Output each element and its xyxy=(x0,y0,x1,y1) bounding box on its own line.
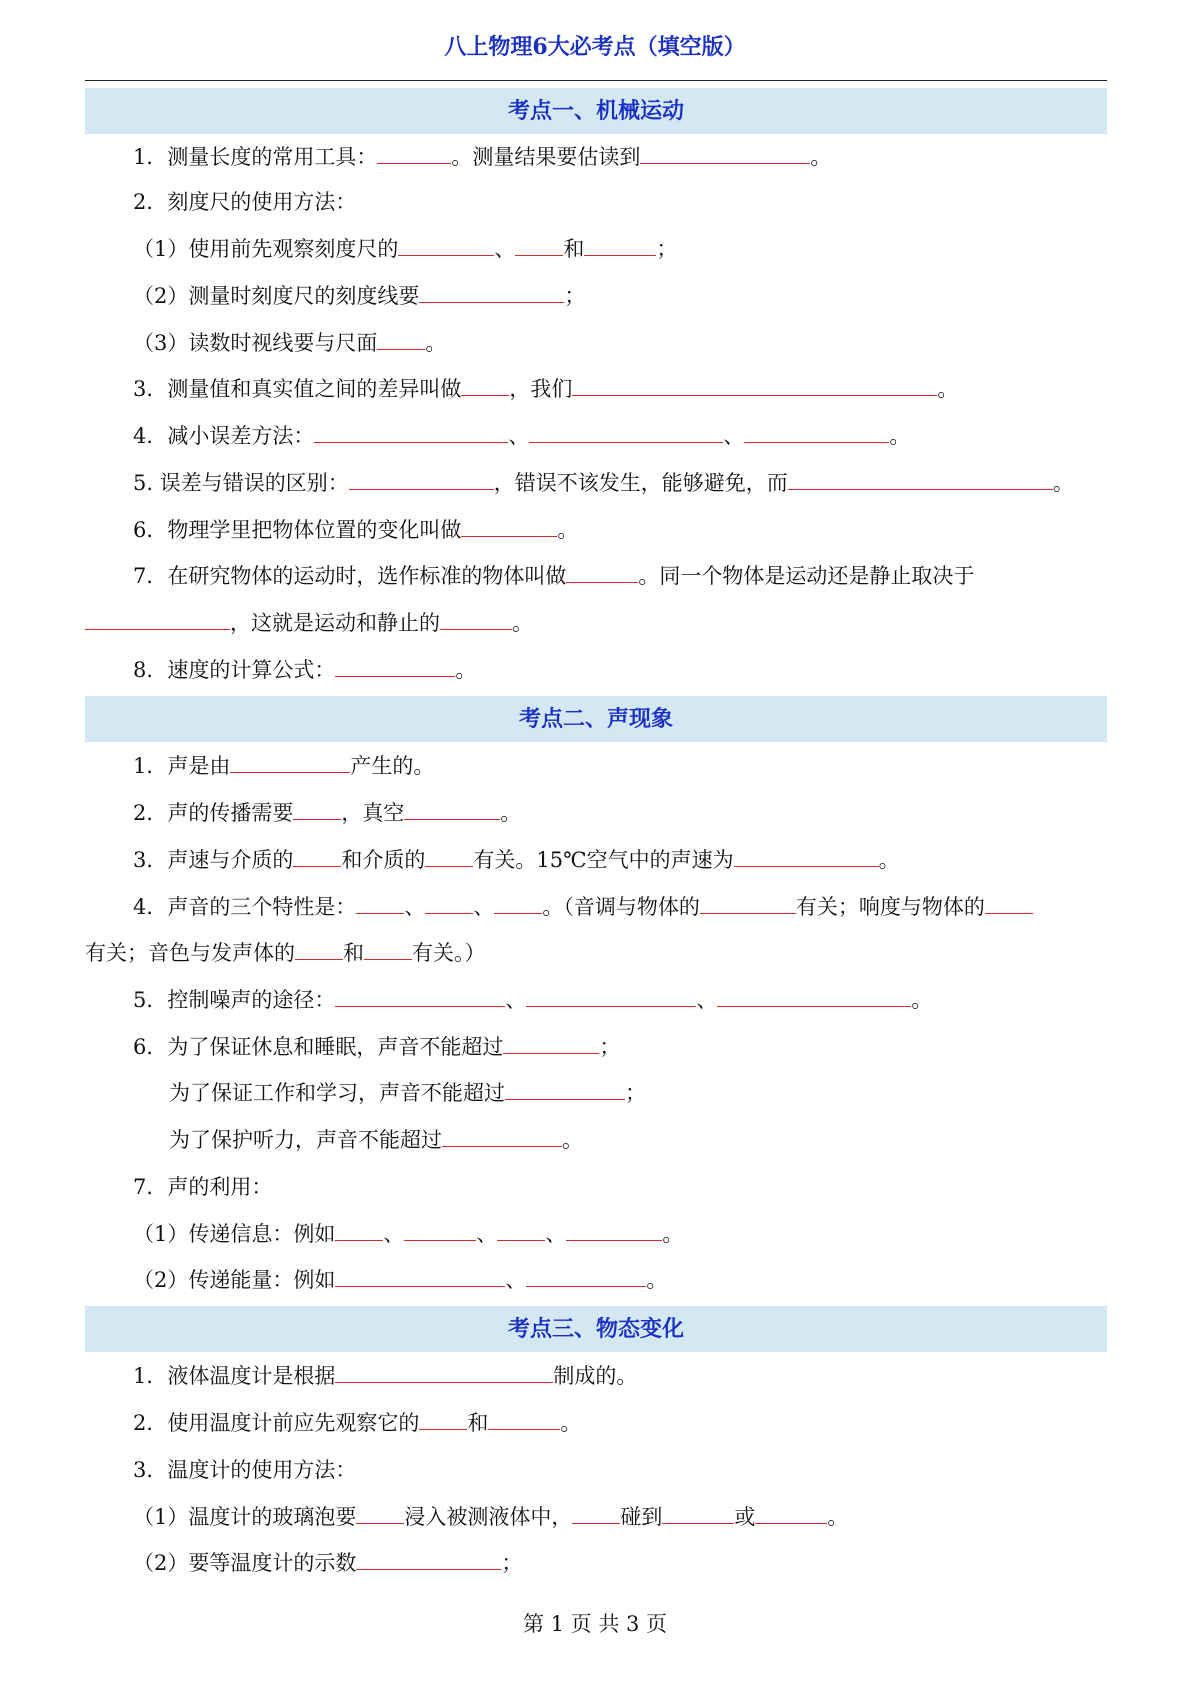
answer-blank[interactable] xyxy=(335,986,505,1007)
question-text: （1）传递信息：例如 xyxy=(133,1222,336,1246)
question-text: 。 xyxy=(810,145,832,169)
answer-blank[interactable] xyxy=(404,1220,476,1241)
answer-blank[interactable] xyxy=(364,939,412,960)
answer-blank[interactable] xyxy=(335,656,455,677)
question-text: （2）要等温度计的示数 xyxy=(133,1551,357,1575)
answer-blank[interactable] xyxy=(461,375,509,396)
question-line xyxy=(0,326,1190,360)
answer-blank[interactable] xyxy=(572,1503,620,1524)
question-text: 。 xyxy=(562,1128,583,1152)
question-text: 、 xyxy=(404,895,426,919)
page-footer: 第 1 页 共 3 页 xyxy=(522,1612,668,1636)
answer-blank[interactable] xyxy=(526,1266,646,1287)
question-text: 3．温度计的使用方法： xyxy=(133,1458,357,1482)
question-text: 1．声是由 xyxy=(133,754,231,778)
question-text: 3．测量值和真实值之间的差异叫做 xyxy=(133,377,462,401)
answer-blank[interactable] xyxy=(461,516,557,537)
question-text: 。 xyxy=(455,658,477,682)
question-line xyxy=(0,419,1190,453)
question-line xyxy=(0,983,1190,1017)
answer-blank[interactable] xyxy=(505,1079,625,1100)
answer-blank[interactable] xyxy=(356,1549,501,1570)
question-text: 。 xyxy=(646,1268,668,1292)
answer-blank[interactable] xyxy=(293,846,341,867)
answer-blank[interactable] xyxy=(230,752,350,773)
question-text: 1．测量长度的常用工具： xyxy=(133,145,378,169)
question-text: 。 xyxy=(557,518,579,542)
answer-blank[interactable] xyxy=(293,799,341,820)
question-text: 。 xyxy=(500,801,522,825)
question-line xyxy=(0,1359,1190,1393)
answer-blank[interactable] xyxy=(515,235,563,256)
question-text: ； xyxy=(656,237,678,261)
question-text: ，这就是运动和静止的 xyxy=(230,611,440,635)
question-text: 、 xyxy=(545,1222,567,1246)
question-line xyxy=(0,936,1190,970)
question-line xyxy=(0,140,1190,174)
question-line xyxy=(0,372,1190,406)
question-text: ； xyxy=(599,1035,621,1059)
question-text: ； xyxy=(625,1081,646,1105)
question-text: 为了保护听力，声音不能超过 xyxy=(169,1128,442,1152)
question-text: 、 xyxy=(473,895,495,919)
question-text: 。（音调与物体的 xyxy=(542,895,700,919)
answer-blank[interactable] xyxy=(295,939,343,960)
section-heading-sound: 考点二、声现象 xyxy=(85,696,1107,742)
question-text: （3）读数时视线要与尺面 xyxy=(133,331,378,355)
question-text: 、 xyxy=(505,988,527,1012)
question-text: 、 xyxy=(505,1268,527,1292)
question-text: （2）传递能量：例如 xyxy=(133,1268,336,1292)
answer-blank[interactable] xyxy=(744,422,889,443)
question-text: 产生的。 xyxy=(350,754,435,778)
section-heading-mechanical-motion: 考点一、机械运动 xyxy=(85,88,1107,134)
answer-blank[interactable] xyxy=(788,469,1053,490)
answer-blank[interactable] xyxy=(584,235,656,256)
question-text: 。 xyxy=(512,611,533,635)
question-line xyxy=(0,1217,1190,1251)
answer-blank[interactable] xyxy=(497,1220,545,1241)
answer-blank[interactable] xyxy=(717,986,911,1007)
question-text: 6．为了保证休息和睡眠，声音不能超过 xyxy=(133,1035,504,1059)
question-text: 和 xyxy=(467,1411,489,1435)
document-title: 八上物理6大必考点（填空版） xyxy=(444,34,746,60)
answer-blank[interactable] xyxy=(526,986,696,1007)
question-text: 。 xyxy=(889,424,911,448)
question-line xyxy=(0,1500,1190,1534)
question-text: 浸入被测液体中， xyxy=(404,1505,573,1529)
question-text: 8．速度的计算公式： xyxy=(133,658,336,682)
question-text: （2）测量时刻度尺的刻度线要 xyxy=(133,284,420,308)
question-line xyxy=(0,1453,1190,1487)
answer-blank[interactable] xyxy=(572,375,937,396)
question-text: 6．物理学里把物体位置的变化叫做 xyxy=(133,518,462,542)
title-divider xyxy=(85,80,1107,81)
answer-blank[interactable] xyxy=(419,282,564,303)
question-text: 有关。） xyxy=(412,941,486,965)
answer-blank[interactable] xyxy=(640,143,810,164)
question-text: （1）使用前先观察刻度尺的 xyxy=(133,237,399,261)
question-text: 2．声的传播需要 xyxy=(133,801,294,825)
answer-blank[interactable] xyxy=(442,1126,562,1147)
answer-blank[interactable] xyxy=(419,1409,467,1430)
question-line xyxy=(0,1076,1190,1110)
answer-blank[interactable] xyxy=(985,893,1033,914)
question-text: 7．声的利用： xyxy=(133,1175,273,1199)
question-line xyxy=(0,606,1190,640)
question-text: 。测量结果要估读到 xyxy=(451,145,641,169)
question-text: 。 xyxy=(1052,471,1074,495)
answer-blank[interactable] xyxy=(425,893,473,914)
question-text: 。 xyxy=(662,1222,684,1246)
answer-blank[interactable] xyxy=(662,1503,734,1524)
question-line xyxy=(0,1123,1190,1157)
question-text: 、 xyxy=(494,237,516,261)
question-text: ，真空 xyxy=(341,801,405,825)
question-text: ，我们 xyxy=(509,377,573,401)
question-text: 为了保证工作和学习，声音不能超过 xyxy=(169,1081,505,1105)
section-heading-state-change: 考点三、物态变化 xyxy=(85,1306,1107,1352)
answer-blank[interactable] xyxy=(377,329,425,350)
answer-blank[interactable] xyxy=(404,799,500,820)
answer-blank[interactable] xyxy=(356,1503,404,1524)
question-text: 、 xyxy=(476,1222,498,1246)
question-text: 2．刻度尺的使用方法： xyxy=(133,190,357,214)
question-line xyxy=(0,1406,1190,1440)
question-text: 或 xyxy=(734,1505,756,1529)
question-line xyxy=(0,1030,1190,1064)
question-line xyxy=(0,843,1190,877)
question-text: 。同一个物体是运动还是静止取决于 xyxy=(638,564,975,588)
question-text: 有关；音色与发声体的 xyxy=(85,941,295,965)
question-text: 5. 误差与错误的区别： xyxy=(133,471,349,495)
question-line xyxy=(0,466,1190,500)
answer-blank[interactable] xyxy=(700,893,796,914)
question-line xyxy=(0,1546,1190,1580)
answer-blank[interactable] xyxy=(494,893,542,914)
question-text: 。 xyxy=(425,331,447,355)
answer-blank[interactable] xyxy=(335,1362,553,1383)
answer-blank[interactable] xyxy=(425,846,473,867)
question-text: 和 xyxy=(343,941,364,965)
question-text: 。 xyxy=(560,1411,582,1435)
answer-blank[interactable] xyxy=(755,1503,827,1524)
question-text: （1）温度计的玻璃泡要 xyxy=(133,1505,357,1529)
question-text: 。 xyxy=(937,377,959,401)
question-text: 3．声速与介质的 xyxy=(133,848,294,872)
answer-blank[interactable] xyxy=(85,609,230,630)
question-text: 、 xyxy=(383,1222,405,1246)
question-line xyxy=(0,279,1190,313)
question-line xyxy=(0,890,1190,924)
question-line xyxy=(0,749,1190,783)
question-text: 有关；响度与物体的 xyxy=(795,895,985,919)
answer-blank[interactable] xyxy=(335,1266,505,1287)
answer-blank[interactable] xyxy=(566,1220,662,1241)
question-line xyxy=(0,513,1190,547)
question-line xyxy=(0,559,1190,593)
question-text: 有关。15℃空气中的声速为 xyxy=(473,848,734,872)
question-text: 和介质的 xyxy=(341,848,426,872)
question-text: 。 xyxy=(827,1505,849,1529)
question-text: 、 xyxy=(696,988,718,1012)
answer-blank[interactable] xyxy=(314,422,508,443)
answer-blank[interactable] xyxy=(529,422,723,443)
question-text: 4．声音的三个特性是： xyxy=(133,895,357,919)
question-text: 、 xyxy=(723,424,745,448)
question-text: ； xyxy=(501,1551,523,1575)
question-text: 。 xyxy=(911,988,933,1012)
question-line xyxy=(0,1170,1190,1204)
question-line xyxy=(0,796,1190,830)
answer-blank[interactable] xyxy=(440,609,512,630)
answer-blank[interactable] xyxy=(398,235,494,256)
question-text: 1．液体温度计是根据 xyxy=(133,1364,336,1388)
question-text: 和 xyxy=(563,237,585,261)
question-line xyxy=(0,1263,1190,1297)
answer-blank[interactable] xyxy=(356,893,404,914)
answer-blank[interactable] xyxy=(377,143,451,164)
question-text: 2．使用温度计前应先观察它的 xyxy=(133,1411,420,1435)
answer-blank[interactable] xyxy=(335,1220,383,1241)
question-line xyxy=(0,653,1190,687)
question-line xyxy=(0,232,1190,266)
answer-blank[interactable] xyxy=(734,846,879,867)
question-text: 、 xyxy=(508,424,530,448)
question-line xyxy=(0,185,1190,219)
answer-blank[interactable] xyxy=(349,469,494,490)
question-text: 碰到 xyxy=(620,1505,663,1529)
answer-blank[interactable] xyxy=(503,1033,599,1054)
answer-blank[interactable] xyxy=(488,1409,560,1430)
answer-blank[interactable] xyxy=(566,562,638,583)
question-text: 4．减小误差方法： xyxy=(133,424,315,448)
question-text: 5．控制噪声的途径： xyxy=(133,988,336,1012)
question-text: ； xyxy=(564,284,586,308)
question-text: 7．在研究物体的运动时，选作标准的物体叫做 xyxy=(133,564,567,588)
question-text: 制成的。 xyxy=(553,1364,638,1388)
question-text: ，错误不该发生，能够避免，而 xyxy=(493,471,788,495)
question-text: 。 xyxy=(878,848,900,872)
